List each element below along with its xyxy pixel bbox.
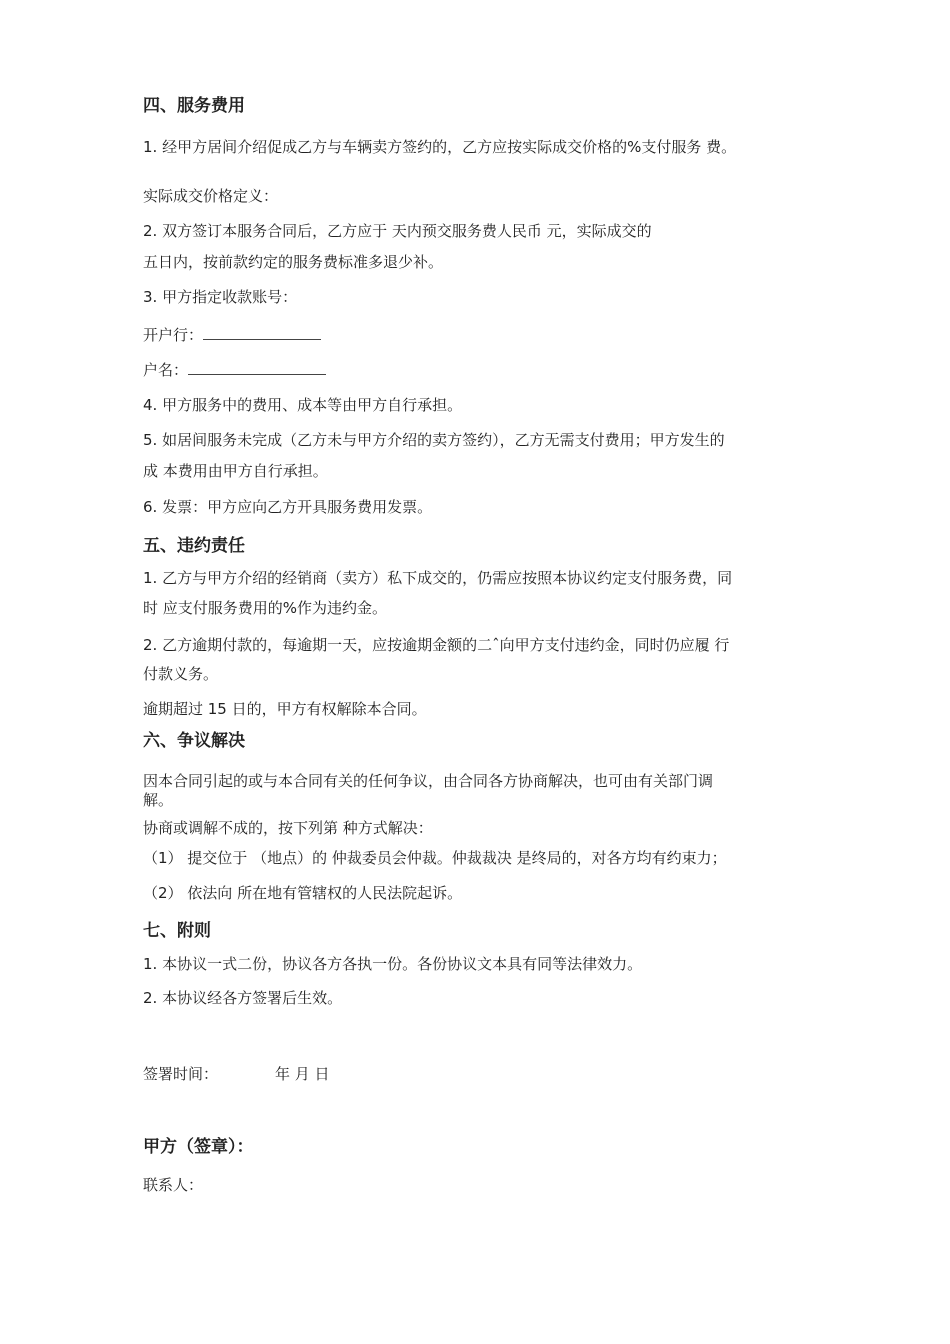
contact-label: 联系人：: [143, 1176, 204, 1194]
paragraph: 4. 甲方服务中的费用、成本等由甲方自行承担。: [143, 396, 463, 414]
account-name-field: [143, 360, 326, 380]
bank-field: [143, 325, 321, 345]
paragraph: 逾期超过 15 日的，甲方有权解除本合同。: [143, 700, 427, 718]
paragraph: 1. 乙方与甲方介绍的经销商（卖方）私下成交的，仍需应按照本协议约定支付服务费，同: [143, 569, 733, 587]
paragraph: 2. 本协议经各方签署后生效。: [143, 989, 343, 1007]
paragraph: 五日内，按前款约定的服务费标准多退少补。: [143, 253, 444, 271]
paragraph: 2. 双方签订本服务合同后，乙方应于 天内预交服务费人民币 元，实际成交的: [143, 222, 652, 240]
paragraph: 因本合同引起的或与本合同有关的任何争议，由合同各方协商解决，也可由有关部门调: [143, 772, 714, 790]
paragraph: 2. 乙方逾期付款的，每逾期一天，应按逾期金额的二ˆ向甲方支付违约金，同时仍应履 行: [143, 636, 730, 654]
section-heading-supplementary: 七、附则: [143, 921, 211, 941]
paragraph: 时 应支付服务费用的%作为违约金。: [143, 599, 388, 617]
paragraph: 实际成交价格定义：: [143, 187, 279, 205]
paragraph: 5. 如居间服务未完成（乙方未与甲方介绍的卖方签约），乙方无需支付费用；甲方发生的: [143, 431, 725, 449]
paragraph: 3. 甲方指定收款账号：: [143, 288, 298, 306]
bank-label: 开户行：: [143, 326, 204, 344]
account-name-blank: [188, 360, 326, 375]
paragraph: 1. 本协议一式二份，协议各方各执一份。各份协议文本具有同等法律效力。: [143, 955, 643, 973]
account-name-label: 户名：: [143, 361, 189, 379]
paragraph: 付款义务。: [143, 665, 219, 683]
paragraph: 解。: [143, 791, 174, 809]
section-heading-service-fees: 四、服务费用: [143, 96, 245, 116]
option-arbitration: （1） 提交位于 （地点）的 仲裁委员会仲裁。仲裁裁决 是终局的，对各方均有约束力；: [143, 849, 727, 867]
party-a-signature-label: 甲方（签章）：: [143, 1137, 254, 1157]
bank-blank: [203, 325, 321, 340]
section-heading-disputes: 六、争议解决: [143, 731, 245, 751]
signing-time: [143, 1064, 330, 1084]
section-heading-breach: 五、违约责任: [143, 536, 245, 556]
signing-time-label: 签署时间：: [143, 1065, 219, 1083]
option-litigation: （2） 依法向 所在地有管辖权的人民法院起诉。: [143, 884, 463, 902]
paragraph: 1. 经甲方居间介绍促成乙方与车辆卖方签约的，乙方应按实际成交价格的%支付服务 费。: [143, 138, 737, 156]
paragraph: 协商或调解不成的，按下列第 种方式解决：: [143, 819, 433, 837]
signing-date: 年 月 日: [275, 1065, 330, 1083]
paragraph: 6. 发票：甲方应向乙方开具服务费用发票。: [143, 498, 433, 516]
paragraph: 成 本费用由甲方自行承担。: [143, 462, 328, 480]
